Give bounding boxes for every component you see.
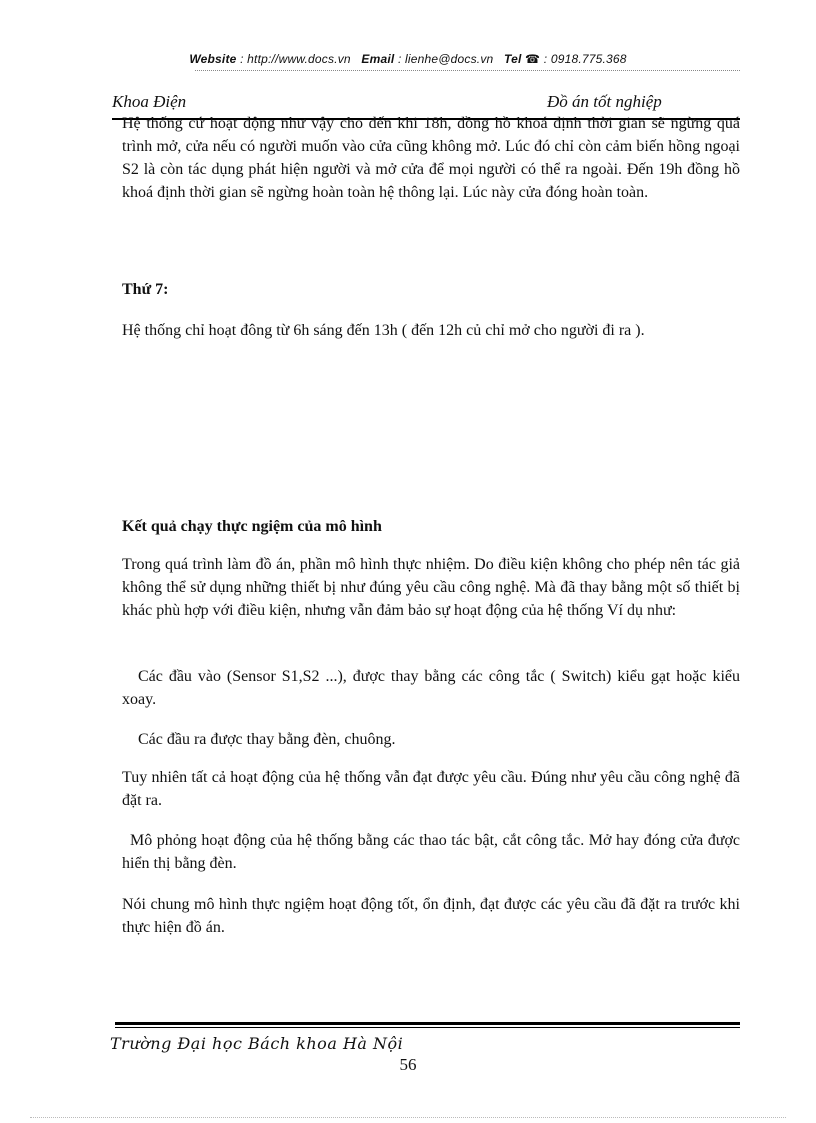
paragraph-conclusion: Nói chung mô hình thực ngiệm hoạt động tốt, ổn định, đạt được các yêu cầu đã đặt ra trước khi thực hiện đồ án. [122, 896, 740, 936]
footer-school-name: Trường Đại học Bách khoa Hà Nội [110, 1034, 404, 1053]
website-banner [0, 52, 816, 66]
email-label: Email [361, 52, 395, 66]
page-bottom-divider [30, 1117, 786, 1118]
footer-divider-thin [115, 1027, 740, 1028]
page-number: 56 [399, 1055, 417, 1074]
heading-saturday: Thứ 7: [122, 281, 169, 298]
website-url[interactable]: : http://www.docs.vn [240, 52, 351, 66]
website-divider [195, 70, 740, 71]
header-department: Khoa Điện [112, 92, 187, 111]
header-document-type: Đồ án tốt nghiệp [547, 92, 662, 111]
paragraph-requirements-met: Tuy nhiên tất cả hoạt động của hệ thống vẫn đạt được yêu cầu. Đúng như yêu cầu công nghệ đã đặt ra. [122, 769, 740, 809]
paragraph-experiment-intro: Trong quá trình làm đồ án, phần mô hình thực nhiệm. Do điều kiện không cho phép nên tác giả không thể sử dụng những thiết bị như đúng yêu cầu công nghệ. Mà đã thay bằng một số thiết bị khác phù hợp với điều kiện, nhưng vẫn đảm bảo sự hoạt động của hệ thống Ví dụ như: [122, 556, 740, 619]
paragraph-saturday: Hệ thống chỉ hoạt đông từ 6h sáng đến 13h ( đến 12h củ chỉ mở cho người đi ra ). [122, 322, 645, 339]
footer-divider-thick [115, 1022, 740, 1025]
website-label: Website [189, 52, 237, 66]
tel-value: : 0918.775.368 [543, 52, 627, 66]
paragraph-schedule-weekday: Hệ thống cứ hoạt động như vậy cho đến khi 18h, đồng hồ khoá định thời gian sẽ ngừng quá trình mở, cửa nếu có người muốn vào cửa cũng không mở. Lúc đó chỉ còn cảm biến hồng ngoại S2 là còn tác dụng phát hiện người và mở cửa để mọi người có thể ra ngoài. Đến 19h đồng hồ khoá định thời gian sẽ ngừng hoàn toàn hệ thông lại. Lúc này cửa đóng hoàn toàn. [122, 115, 740, 201]
paragraph-inputs: Các đầu vào (Sensor S1,S2 ...), được thay bằng các công tắc ( Switch) kiểu gạt hoặc kiểu xoay. [122, 668, 740, 708]
paragraph-outputs: Các đầu ra được thay bằng đèn, chuông. [138, 731, 396, 748]
paragraph-simulation: Mô phỏng hoạt động của hệ thống bằng các thao tác bật, cắt công tắc. Mở hay đóng cửa được hiển thị bằng đèn. [122, 832, 740, 872]
email-value[interactable]: : lienhe@docs.vn [397, 52, 494, 66]
tel-label: Tel ☎ [504, 52, 541, 66]
heading-experiment-results: Kết quả chạy thực ngiệm của mô hình [122, 518, 382, 535]
